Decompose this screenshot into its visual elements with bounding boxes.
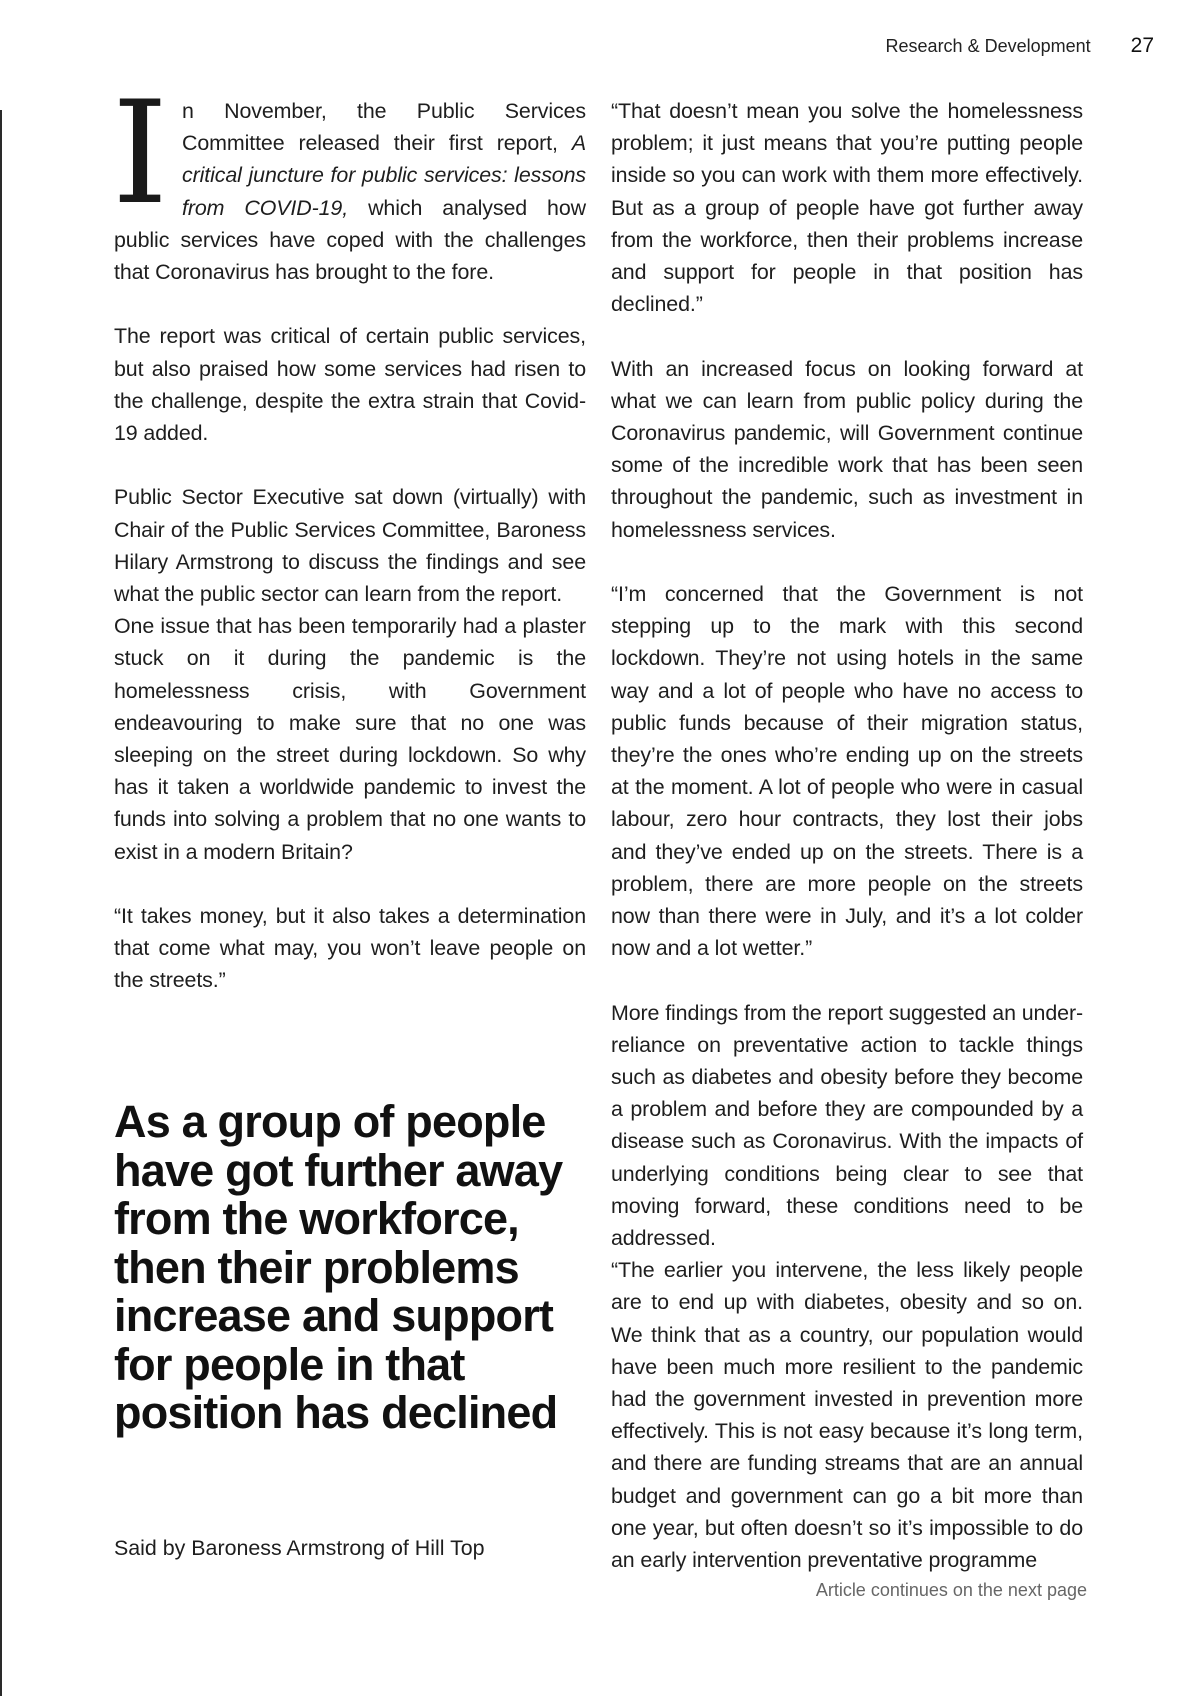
intro-paragraph: [112, 71, 586, 288]
body-paragraph: The report was critical of certain public services, but also praised how some services had risen to the challenge, despite the extra strain that Covid-19 added.: [114, 324, 586, 446]
continues-note: Article continues on the next page: [815, 1580, 1087, 1600]
quote-paragraph: “The earlier you intervene, the less likely people are to end up with diabetes, obesity and so on. We think that as a country, our population would have been much more resilient to the pandemic had the government invested in prevention more effectively. This is not easy because it’s long term, and there are funding streams that are an annual budget and government can go a bit more than one year, but often doesn’t so it’s impossible to do an early intervention preventative programme: [611, 1258, 1083, 1573]
drop-cap: I: [112, 71, 168, 236]
right-column: [611, 95, 1083, 1576]
body-paragraph: Public Sector Executive sat down (virtually) with Chair of the Public Services Committee, Baroness Hilary Armstrong to discuss the findings and see what the public sector can learn from the report.: [114, 485, 586, 607]
left-column: [112, 71, 586, 997]
section-title: Research & Development: [885, 36, 1091, 56]
pull-quote: As a group of people have got further away from the workforce, then their problems increase and support for people in that position has declined: [114, 1096, 563, 1438]
quote-paragraph: “That doesn’t mean you solve the homelessness problem; it just means that you’re putting people inside so you can work with them more effectively. But as a group of people have got further away from the workforce, then their problems increase and support for people in that position has declined.”: [611, 99, 1083, 317]
intro-text-end: which analysed how public services have coped with the challenges that Coronavirus has brought to the fore.: [114, 195, 586, 285]
body-paragraph: One issue that has been temporarily had a plaster stuck on it during the pandemic is the homelessness crisis, with Government endeavouring to make sure that no one was sleeping on the street during lockdown. So why has it taken a worldwide pandemic to invest the funds into solving a problem that no one wants to exist in a modern Britain?: [114, 614, 586, 864]
body-paragraph: With an increased focus on looking forward at what we can learn from public policy during the Coronavirus pandemic, will Government continue some of the incredible work that has been seen throughout the pandemic, such as investment in homelessness services.: [611, 356, 1083, 542]
quote-paragraph: “It takes money, but it also takes a determination that come what may, you won’t leave people on the streets.”: [114, 904, 586, 993]
page-header: [886, 34, 1154, 58]
pull-quote-attribution: Said by Baroness Armstrong of Hill Top: [114, 1536, 485, 1560]
page-number: 27: [1130, 34, 1154, 57]
quote-paragraph: “I’m concerned that the Government is not stepping up to the mark with this second lockdown. They’re not using hotels in the same way and a lot of people who have no access to public funds because of their migration status, they’re the ones who’re ending up on the streets at the moment. A lot of people who were in casual labour, zero hour contracts, they lost their jobs and they’ve ended up on the streets. There is a problem, there are more people on the streets now than there were in July, and it’s a lot colder now and a lot wetter.”: [611, 582, 1083, 961]
report-title: A critical juncture for public services: lessons from COVID-19,: [182, 131, 586, 220]
body-paragraph: More findings from the report suggested an under-reliance on preventative action to tackle things such as diabetes and obesity before they become a problem and before they are compounded by a disease such as Coronavirus. With the impacts of underlying conditions being clear to see that moving forward, these conditions need to be addressed.: [611, 1000, 1083, 1251]
intro-text: n November, the Public Services Committee released their first report,: [182, 99, 586, 156]
page-edge-rule: [0, 110, 2, 1696]
